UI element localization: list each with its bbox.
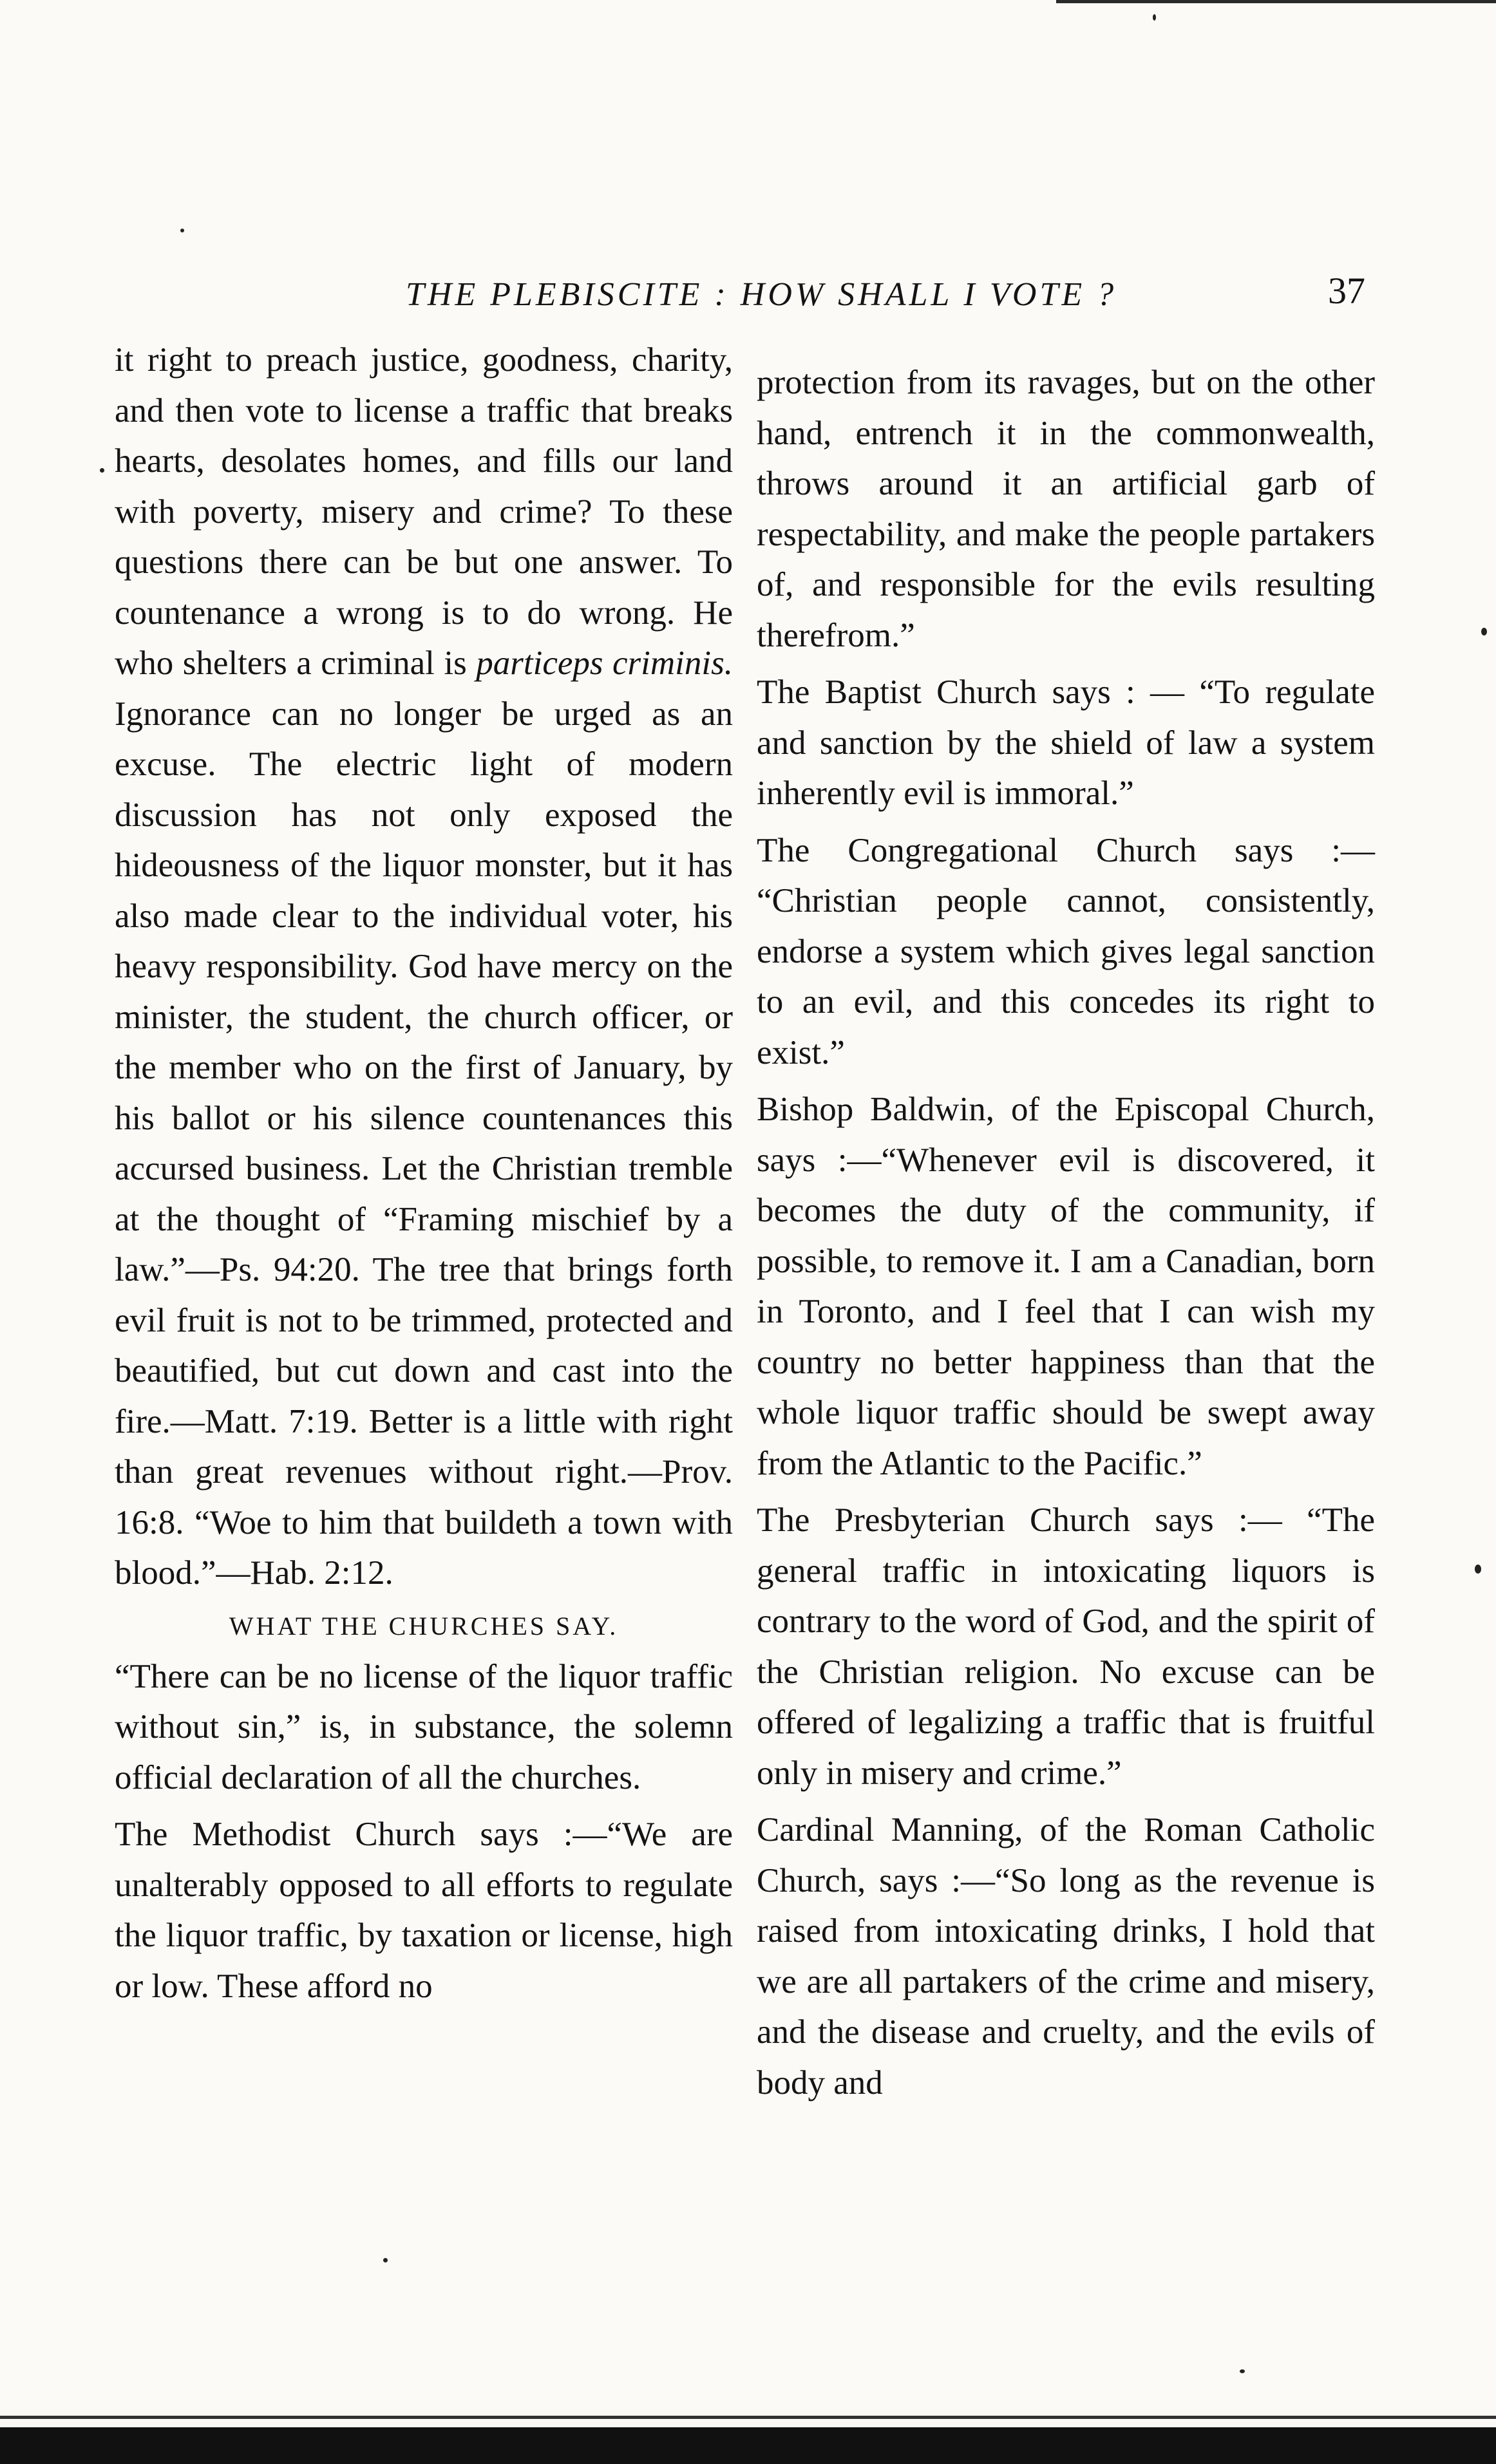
right-column [757, 357, 1375, 2108]
left-paragraph-1-text-a: it right to preach justice, goodness, charity, and then vote to license a traffic that breaks hearts, desolates homes, and fills our land with poverty, misery and crime? To these questions there can be but one answer. To countenance a wrong is to do wrong. He who shelters a criminal is [115, 341, 733, 682]
print-speck [100, 468, 104, 473]
page-header [0, 269, 1496, 321]
print-speck [383, 2258, 388, 2262]
left-paragraph-1 [115, 335, 733, 1599]
print-speck [1153, 14, 1156, 21]
right-paragraph-2: The Baptist Church says : — “To regulate and sanction by the shield of law a system inherently evil is immoral.” [757, 673, 1375, 812]
bottom-edge-line [0, 2416, 1496, 2419]
right-paragraph-4: Bishop Baldwin, of the Episcopal Church, says :—“Whenever evil is discovered, it becomes the duty of the community, if possible, to remove it. I am a Canadian, born in Toronto, and I feel that I can wish my country no better happiness than that the whole liquor traffic should be swept away from the Atlantic to the Pacific.” [757, 1091, 1375, 1482]
section-heading: WHAT THE CHURCHES SAY. [229, 1611, 619, 1641]
left-paragraph-2: “There can be no license of the liquor traffic without sin,” is, in substance, the solemn official declaration of all the churches. [115, 1657, 733, 1796]
left-paragraph-3: The Methodist Church says :—“We are unalterably opposed to all efforts to regulate the liquor traffic, by taxation or license, high or low. These afford no [115, 1816, 733, 2005]
print-speck [1475, 1565, 1481, 1574]
bottom-edge-band [0, 2427, 1496, 2464]
page-number: 37 [1328, 270, 1365, 312]
print-speck [180, 229, 184, 232]
latin-phrase: particeps criminis. [476, 644, 733, 682]
left-column [115, 335, 733, 2011]
right-paragraph-5: The Presbyterian Church says :— “The general traffic in intoxicating liquors is contrary to the word of God, and the spirit of the Christian religion. No excuse can be offered of legalizing a traffic that is fruitful only in misery and crime.” [757, 1501, 1375, 1792]
top-edge-rule [1056, 0, 1496, 3]
right-paragraph-1: protection from its ravages, but on the other hand, entrench it in the commonwealth, throws around it an artificial garb of respectability, and make the people partakers of, and responsible for the evils resulting therefrom.” [757, 364, 1375, 654]
right-paragraph-3: The Congregational Church says :— “Christian people cannot, consistently, endorse a system which gives legal sanction to an evil, and this concedes its right to exist.” [757, 831, 1375, 1071]
left-paragraph-1-text-b: Ignorance can no longer be urged as an excuse. The electric light of modern discussion has not only exposed the hideousness of the liquor monster, but it has also made clear to the individual voter, his heavy responsibility. God have mercy on the minister, the student, the church officer, or the member who on the first of January, by his ballot or his silence countenances this accursed business. Let the Christian tremble at the thought of “Framing mischief by a law.”—Ps. 94:20. The tree that brings forth evil fruit is not to be trimmed, protected and beautified, but cut down and cast into the fire.—Matt. 7:19. Better is a little with right than great revenues without right.—Prov. 16:8. “Woe to him that buildeth a town with blood.”—Hab. 2:12. [115, 695, 733, 1592]
right-paragraph-6: Cardinal Manning, of the Roman Catholic Church, says :—“So long as the revenue is raised from intoxicating drinks, I hold that we are all partakers of the crime and misery, and the disease and cruelty, and the evils of body and [757, 1811, 1375, 2102]
print-speck [1240, 2369, 1245, 2373]
running-title: THE PLEBISCITE : HOW SHALL I VOTE ? [406, 276, 1117, 313]
print-speck [1481, 628, 1487, 635]
